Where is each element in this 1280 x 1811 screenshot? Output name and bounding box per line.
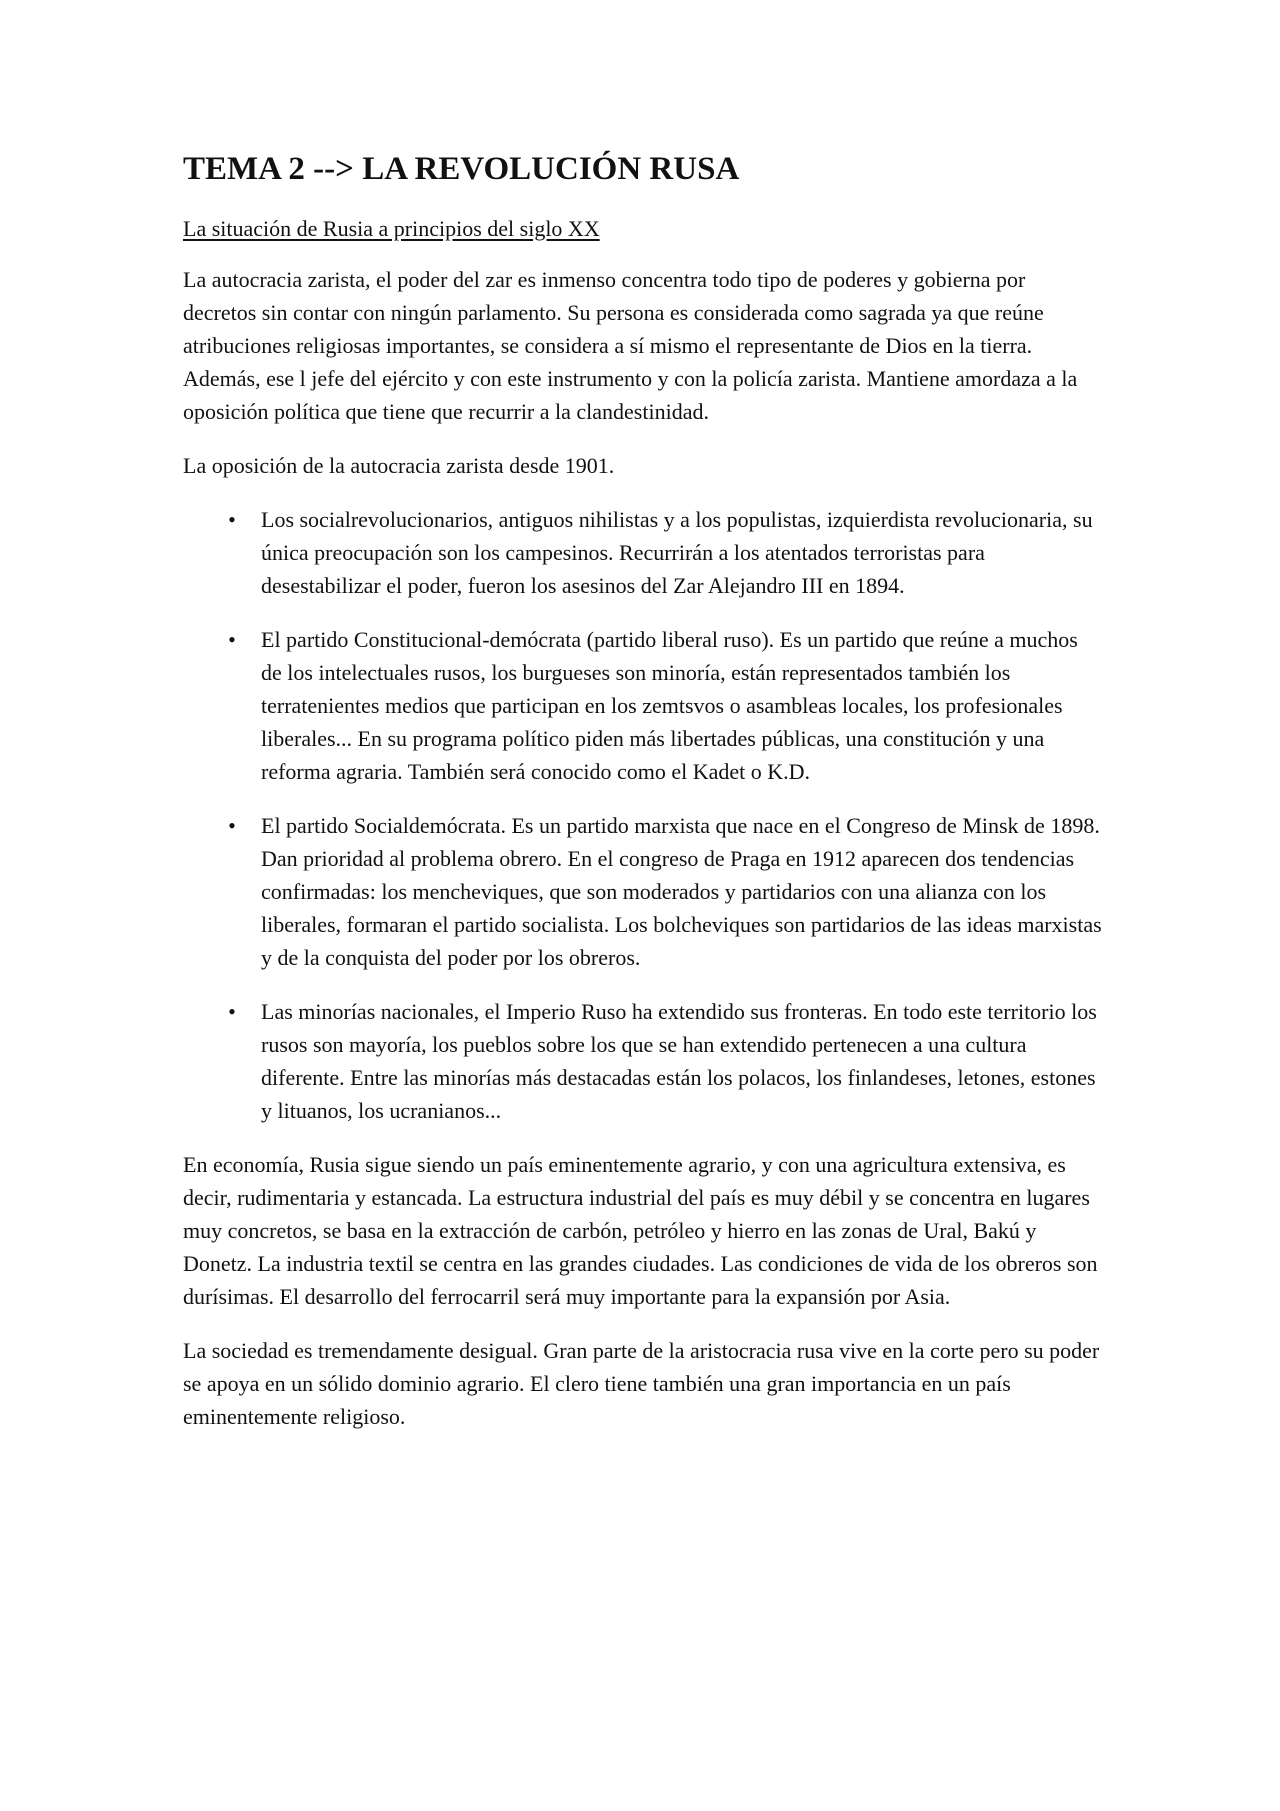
page-title: TEMA 2 --> LA REVOLUCIÓN RUSA — [183, 151, 740, 187]
list-item — [183, 503, 1103, 602]
list-item-text: El partido Constitucional-demócrata (partido liberal ruso). Es un partido que reúne a muchos de los intelectuales rusos, los burgueses son minoría, están representados también los terratenientes medios que participan en los zemtsvos o asambleas locales, los profesionales liberales... En su programa político piden más libertades públicas, una constitución y una reforma agraria. También será conocido como el Kadet o K.D. — [261, 626, 1078, 784]
section-subtitle: La situación de Rusia a principios del siglo XX — [183, 215, 600, 241]
list-item — [183, 809, 1103, 974]
society-paragraph: La sociedad es tremendamente desigual. Gran parte de la aristocracia rusa vive en la corte pero su poder se apoya en un sólido dominio agrario. El clero tiene también una gran importancia en un país eminentemente religioso. — [183, 1337, 1100, 1429]
list-item — [183, 995, 1103, 1127]
document-page — [183, 150, 1103, 1454]
list-item — [183, 623, 1103, 788]
list-item-text: El partido Socialdemócrata. Es un partido marxista que nace en el Congreso de Minsk de 1898. Dan prioridad al problema obrero. En el congreso de Praga en 1912 aparecen dos tendencias confirmadas: los mencheviques, que son moderados y partidarios con una alianza con los liberales, formaran el partido socialista. Los bolcheviques son partidarios de las ideas marxistas y de la conquista del poder por los obreros. — [261, 812, 1102, 970]
list-item-text: Las minorías nacionales, el Imperio Ruso ha extendido sus fronteras. En todo este territorio los rusos son mayoría, los pueblos sobre los que se han extendido pertenecen a una cultura diferente. Entre las minorías más destacadas están los polacos, los finlandeses, letones, estones y lituanos, los ucranianos... — [261, 998, 1097, 1123]
bullet-icon: • — [228, 812, 236, 838]
opposition-list — [183, 503, 1103, 1127]
bullet-icon: • — [228, 506, 236, 532]
list-item-text: Los socialrevolucionarios, antiguos nihilistas y a los populistas, izquierdista revolucionaria, su única preocupación son los campesinos. Recurrirán a los atentados terroristas para desestabilizar el poder, fueron los asesinos del Zar Alejandro III en 1894. — [261, 506, 1093, 598]
bullet-icon: • — [228, 998, 236, 1024]
bullet-icon: • — [228, 626, 236, 652]
economy-paragraph: En economía, Rusia sigue siendo un país eminentemente agrario, y con una agricultura extensiva, es decir, rudimentaria y estancada. La estructura industrial del país es muy débil y se concentra en lugares muy concretos, se basa en la extracción de carbón, petróleo y hierro en las zonas de Ural, Bakú y Donetz. La industria textil se centra en las grandes ciudades. Las condiciones de vida de los obreros son durísimas. El desarrollo del ferrocarril será muy importante para la expansión por Asia. — [183, 1151, 1098, 1309]
intro-paragraph: La autocracia zarista, el poder del zar es inmenso concentra todo tipo de poderes y gobierna por decretos sin contar con ningún parlamento. Su persona es considerada como sagrada ya que reúne atribuciones religiosas importantes, se considera a sí mismo el representante de Dios en la tierra. Además, ese l jefe del ejército y con este instrumento y con la policía zarista. Mantiene amordaza a la oposición política que tiene que recurrir a la clandestinidad. — [183, 266, 1078, 424]
opposition-heading: La oposición de la autocracia zarista desde 1901. — [183, 452, 615, 478]
